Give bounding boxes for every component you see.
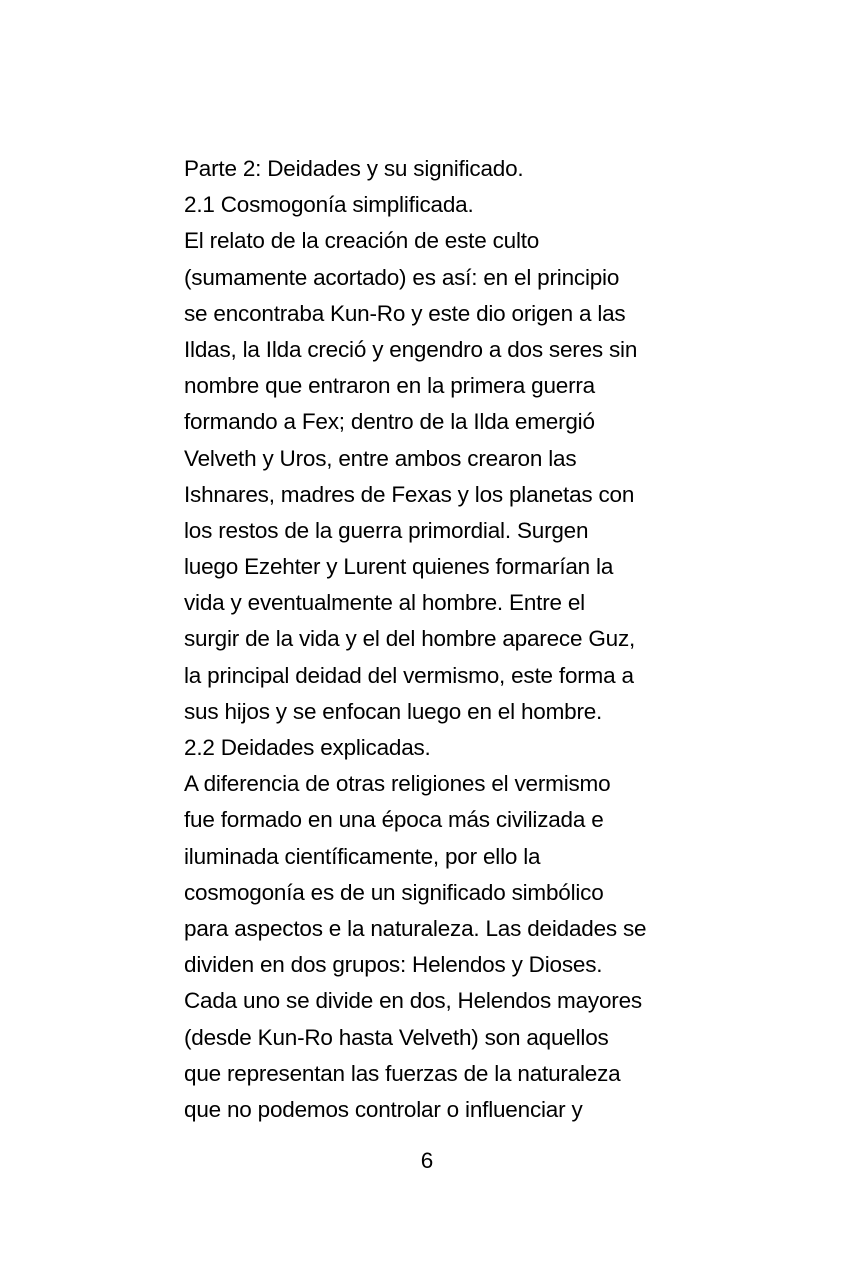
text-line: sus hijos y se enfocan luego en el hombre. xyxy=(184,698,603,724)
text-line: Ildas, la Ilda creció y engendro a dos seres sin xyxy=(184,336,638,362)
text-line: surgir de la vida y el del hombre aparece Guz, xyxy=(184,626,636,652)
text-line: El relato de la creación de este culto xyxy=(184,228,540,254)
text-line: dividen en dos grupos: Helendos y Dioses. xyxy=(184,952,603,978)
text-line: Ishnares, madres de Fexas y los planetas con xyxy=(184,481,635,507)
text-line: iluminada científicamente, por ello la xyxy=(184,843,541,869)
text-line: que no podemos controlar o influenciar y xyxy=(184,1096,583,1122)
text-line: (sumamente acortado) es así: en el principio xyxy=(184,264,620,290)
text-line: se encontraba Kun-Ro y este dio origen a las xyxy=(184,300,626,326)
text-line: vida y eventualmente al hombre. Entre el xyxy=(184,590,585,616)
text-line: fue formado en una época más civilizada e xyxy=(184,807,604,833)
text-line: cosmogonía es de un significado simbólico xyxy=(184,879,604,905)
text-line: luego Ezehter y Lurent quienes formarían la xyxy=(184,554,614,580)
text-line: la principal deidad del vermismo, este forma a xyxy=(184,662,634,688)
text-line: nombre que entraron en la primera guerra xyxy=(184,373,595,399)
text-line: formando a Fex; dentro de la Ilda emergió xyxy=(184,409,595,435)
text-line: A diferencia de otras religiones el vermismo xyxy=(184,771,611,797)
text-line: Velveth y Uros, entre ambos crearon las xyxy=(184,445,577,471)
text-line: Cada uno se divide en dos, Helendos mayores xyxy=(184,988,642,1014)
text-line: los restos de la guerra primordial. Surgen xyxy=(184,517,589,543)
text-line: que representan las fuerzas de la naturaleza xyxy=(184,1060,621,1086)
text-line: para aspectos e la naturaleza. Las deidades se xyxy=(184,915,647,941)
section-heading: Parte 2: Deidades y su significado. xyxy=(184,156,524,181)
subsection-heading: 2.2 Deidades explicadas. xyxy=(184,735,431,760)
subsection-heading: 2.1 Cosmogonía simplificada. xyxy=(184,192,474,218)
page-number: 6 xyxy=(420,1148,434,1173)
body-text xyxy=(184,151,684,1128)
text-line: (desde Kun-Ro hasta Velveth) son aquellos xyxy=(184,1024,609,1050)
